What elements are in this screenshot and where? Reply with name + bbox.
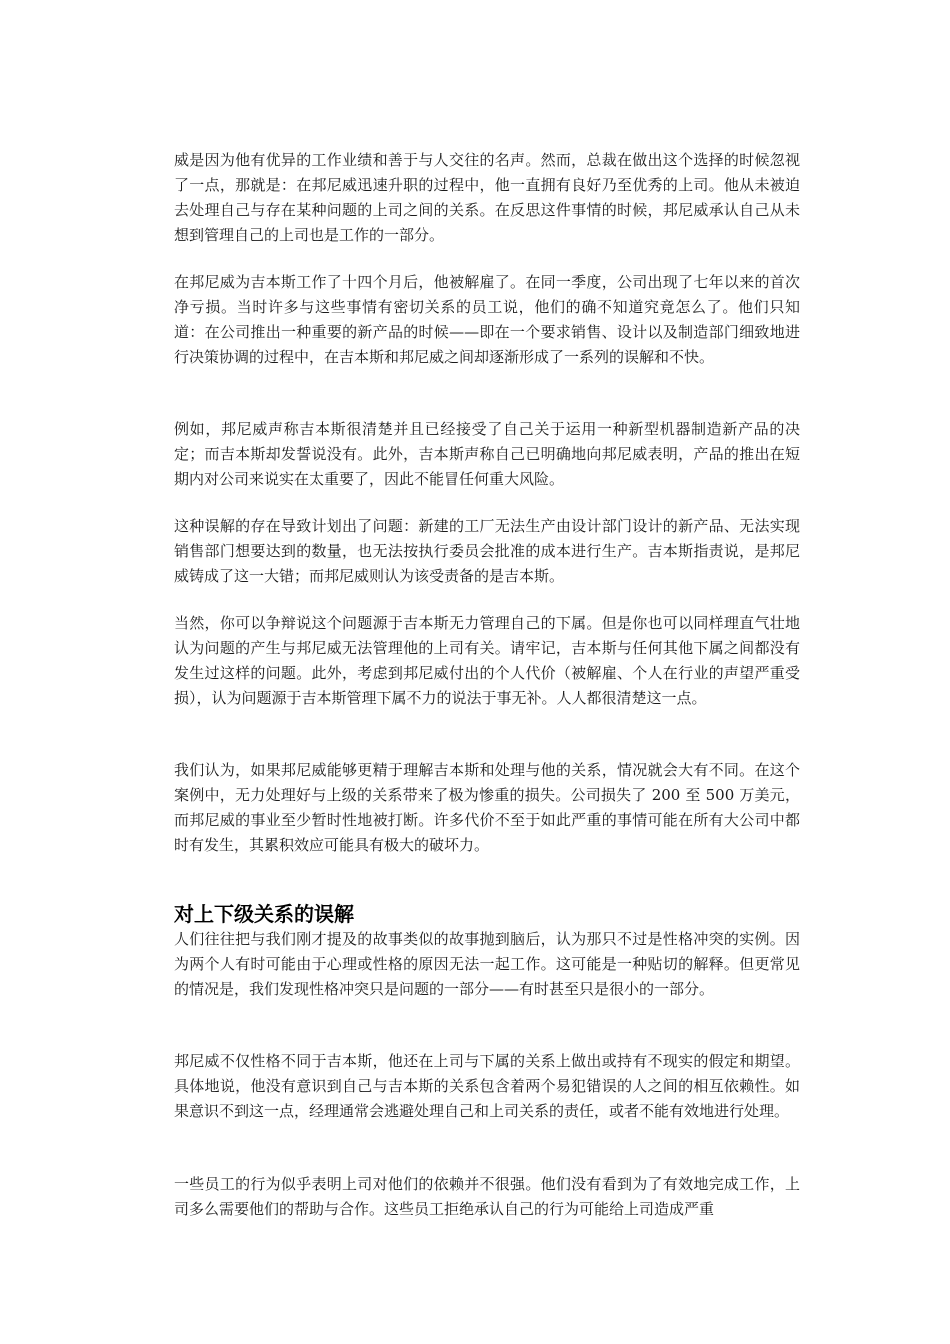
section-paragraph-2: 邦尼威不仅性格不同于吉本斯，他还在上司与下属的关系上做出或持有不现实的假定和期望。具体地说，他没有意识到自己与吉本斯的关系包含着两个易犯错误的人之间的相互依赖性。如果意识不到这一点，经理通常会逃避处理自己和上司关系的责任，或者不能有效地进行处理。 bbox=[174, 1052, 800, 1120]
paragraph-3: 例如，邦尼威声称吉本斯很清楚并且已经接受了自己关于运用一种新型机器制造新产品的决定；而吉本斯却发誓说没有。此外，吉本斯声称自己已明确地向邦尼威表明，产品的推出在短期内对公司来说实在太重要了，因此不能冒任何重大风险。 bbox=[174, 420, 800, 488]
paragraph-5: 当然，你可以争辩说这个问题源于吉本斯无力管理自己的下属。但是你也可以同样理直气壮地认为问题的产生与邦尼威无法管理他的上司有关。请牢记，吉本斯与任何其他下属之间都没有发生过这样的问题。此外，考虑到邦尼威付出的个人代价（被解雇、个人在行业的声望严重受损），认为问题源于吉本斯管理下属不力的说法于事无补。人人都很清楚这一点。 bbox=[174, 614, 800, 707]
paragraph-2: 在邦尼威为吉本斯工作了十四个月后，他被解雇了。在同一季度，公司出现了七年以来的首次净亏损。当时许多与这些事情有密切关系的员工说，他们的确不知道究竟怎么了。他们只知道：在公司推出一种重要的新产品的时候——即在一个要求销售、设计以及制造部门细致地进行决策协调的过程中，在吉本斯和邦尼威之间却逐渐形成了一系列的误解和不快。 bbox=[174, 273, 800, 366]
paragraph-6: 我们认为，如果邦尼威能够更精于理解吉本斯和处理与他的关系，情况就会大有不同。在这个案例中，无力处理好与上级的关系带来了极为惨重的损失。公司损失了 200 至 500 万美元，而邦尼威的事业至少暂时性地被打断。许多代价不至于如此严重的事情可能在所有大公司中都时有发生，其累积效应可能具有极大的破坏力。 bbox=[174, 761, 800, 854]
section-paragraph-1: 人们往往把与我们刚才提及的故事类似的故事抛到脑后，认为那只不过是性格冲突的实例。因为两个人有时可能由于心理或性格的原因无法一起工作。这可能是一种贴切的解释。但更常见的情况是，我们发现性格冲突只是问题的一部分——有时甚至只是很小的一部分。 bbox=[174, 930, 800, 998]
section-paragraph-3: 一些员工的行为似乎表明上司对他们的依赖并不很强。他们没有看到为了有效地完成工作，上司多么需要他们的帮助与合作。这些员工拒绝承认自己的行为可能给上司造成严重 bbox=[174, 1175, 800, 1218]
section-heading: 对上下级关系的误解 bbox=[174, 902, 354, 926]
paragraph-4: 这种误解的存在导致计划出了问题：新建的工厂无法生产由设计部门设计的新产品、无法实现销售部门想要达到的数量，也无法按执行委员会批准的成本进行生产。吉本斯指责说，是邦尼威铸成了这一大错；而邦尼威则认为该受责备的是吉本斯。 bbox=[174, 517, 800, 585]
paragraph-1: 威是因为他有优异的工作业绩和善于与人交往的名声。然而，总裁在做出这个选择的时候忽视了一点，那就是：在邦尼威迅速升职的过程中，他一直拥有良好乃至优秀的上司。他从未被迫去处理自己与存在某种问题的上司之间的关系。在反思这件事情的时候，邦尼威承认自己从未想到管理自己的上司也是工作的一部分。 bbox=[174, 151, 800, 244]
